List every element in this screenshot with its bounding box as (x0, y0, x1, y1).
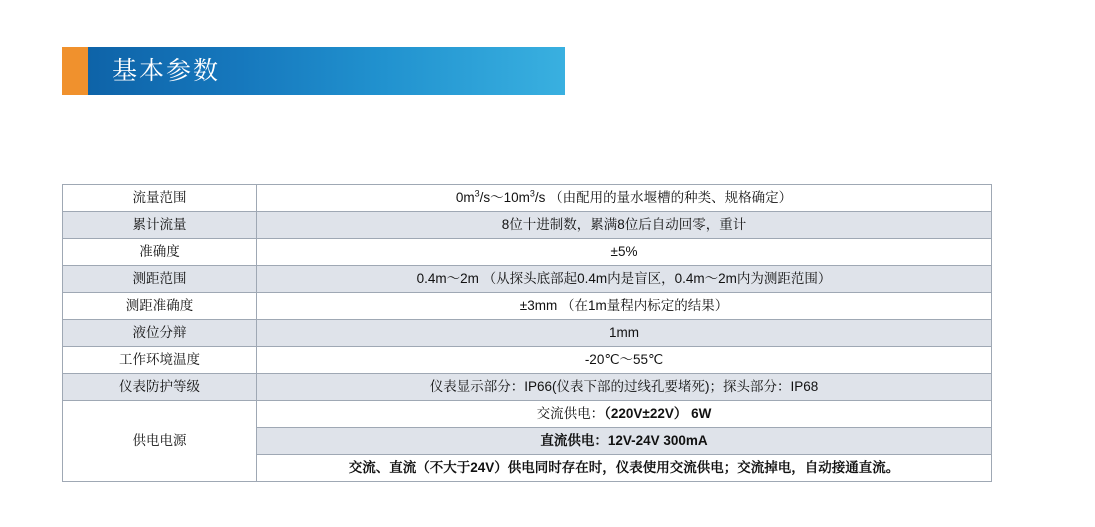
row-value: 1mm (257, 320, 992, 347)
row-value: $0m^3/s\sim 10m^3/s$ （由配用的量水堰槽的种类、规格确定） (257, 185, 992, 212)
table-row (63, 320, 992, 347)
section-banner (62, 47, 565, 95)
table-row (63, 347, 992, 374)
row-label: 测距准确度 (63, 293, 257, 320)
table-body (63, 185, 992, 482)
table-row (63, 293, 992, 320)
page-title: 基本参数 (112, 56, 221, 85)
row-label: 累计流量 (63, 212, 257, 239)
table-row-power-1 (63, 401, 992, 428)
row-label: 准确度 (63, 239, 257, 266)
power-value-ac (257, 401, 992, 428)
row-value: 仪表显示部分：IP66(仪表下部的过线孔要堵死)；探头部分：IP68 (257, 374, 992, 401)
banner-accent-bar (62, 47, 88, 95)
power-ac-watt: 6W (687, 405, 712, 421)
table-row (63, 239, 992, 266)
table-row (63, 212, 992, 239)
row-label: 流量范围 (63, 185, 257, 212)
power-ac-prefix: 交流供电： (536, 405, 605, 421)
superscript: 3 (474, 188, 480, 199)
table-row (63, 374, 992, 401)
row-value: ±5% (257, 239, 992, 266)
row-value: 0.4m～2m （从探头底部起0.4m内是盲区，0.4m～2m内为测距范围） (257, 266, 992, 293)
table-row (63, 185, 992, 212)
row-label: 仪表防护等级 (63, 374, 257, 401)
row-value: -20℃～55℃ (257, 347, 992, 374)
specifications-table (62, 184, 992, 482)
power-ac-voltage: （220V±22V） (604, 405, 688, 421)
row-label: 液位分辩 (63, 320, 257, 347)
row-label: 测距范围 (63, 266, 257, 293)
power-value-dc: 直流供电：12V-24V 300mA (257, 428, 992, 455)
table-row (63, 266, 992, 293)
row-label-power-supply: 供电电源 (63, 401, 257, 482)
row-label: 工作环境温度 (63, 347, 257, 374)
superscript: 3 (529, 188, 535, 199)
row-value: 8位十进制数，累满8位后自动回零，重计 (257, 212, 992, 239)
banner-gradient (88, 47, 565, 95)
power-value-note: 交流、直流（不大于24V）供电同时存在时，仪表使用交流供电；交流掉电，自动接通直流。 (257, 455, 992, 482)
row-value: ±3mm （在1m量程内标定的结果） (257, 293, 992, 320)
